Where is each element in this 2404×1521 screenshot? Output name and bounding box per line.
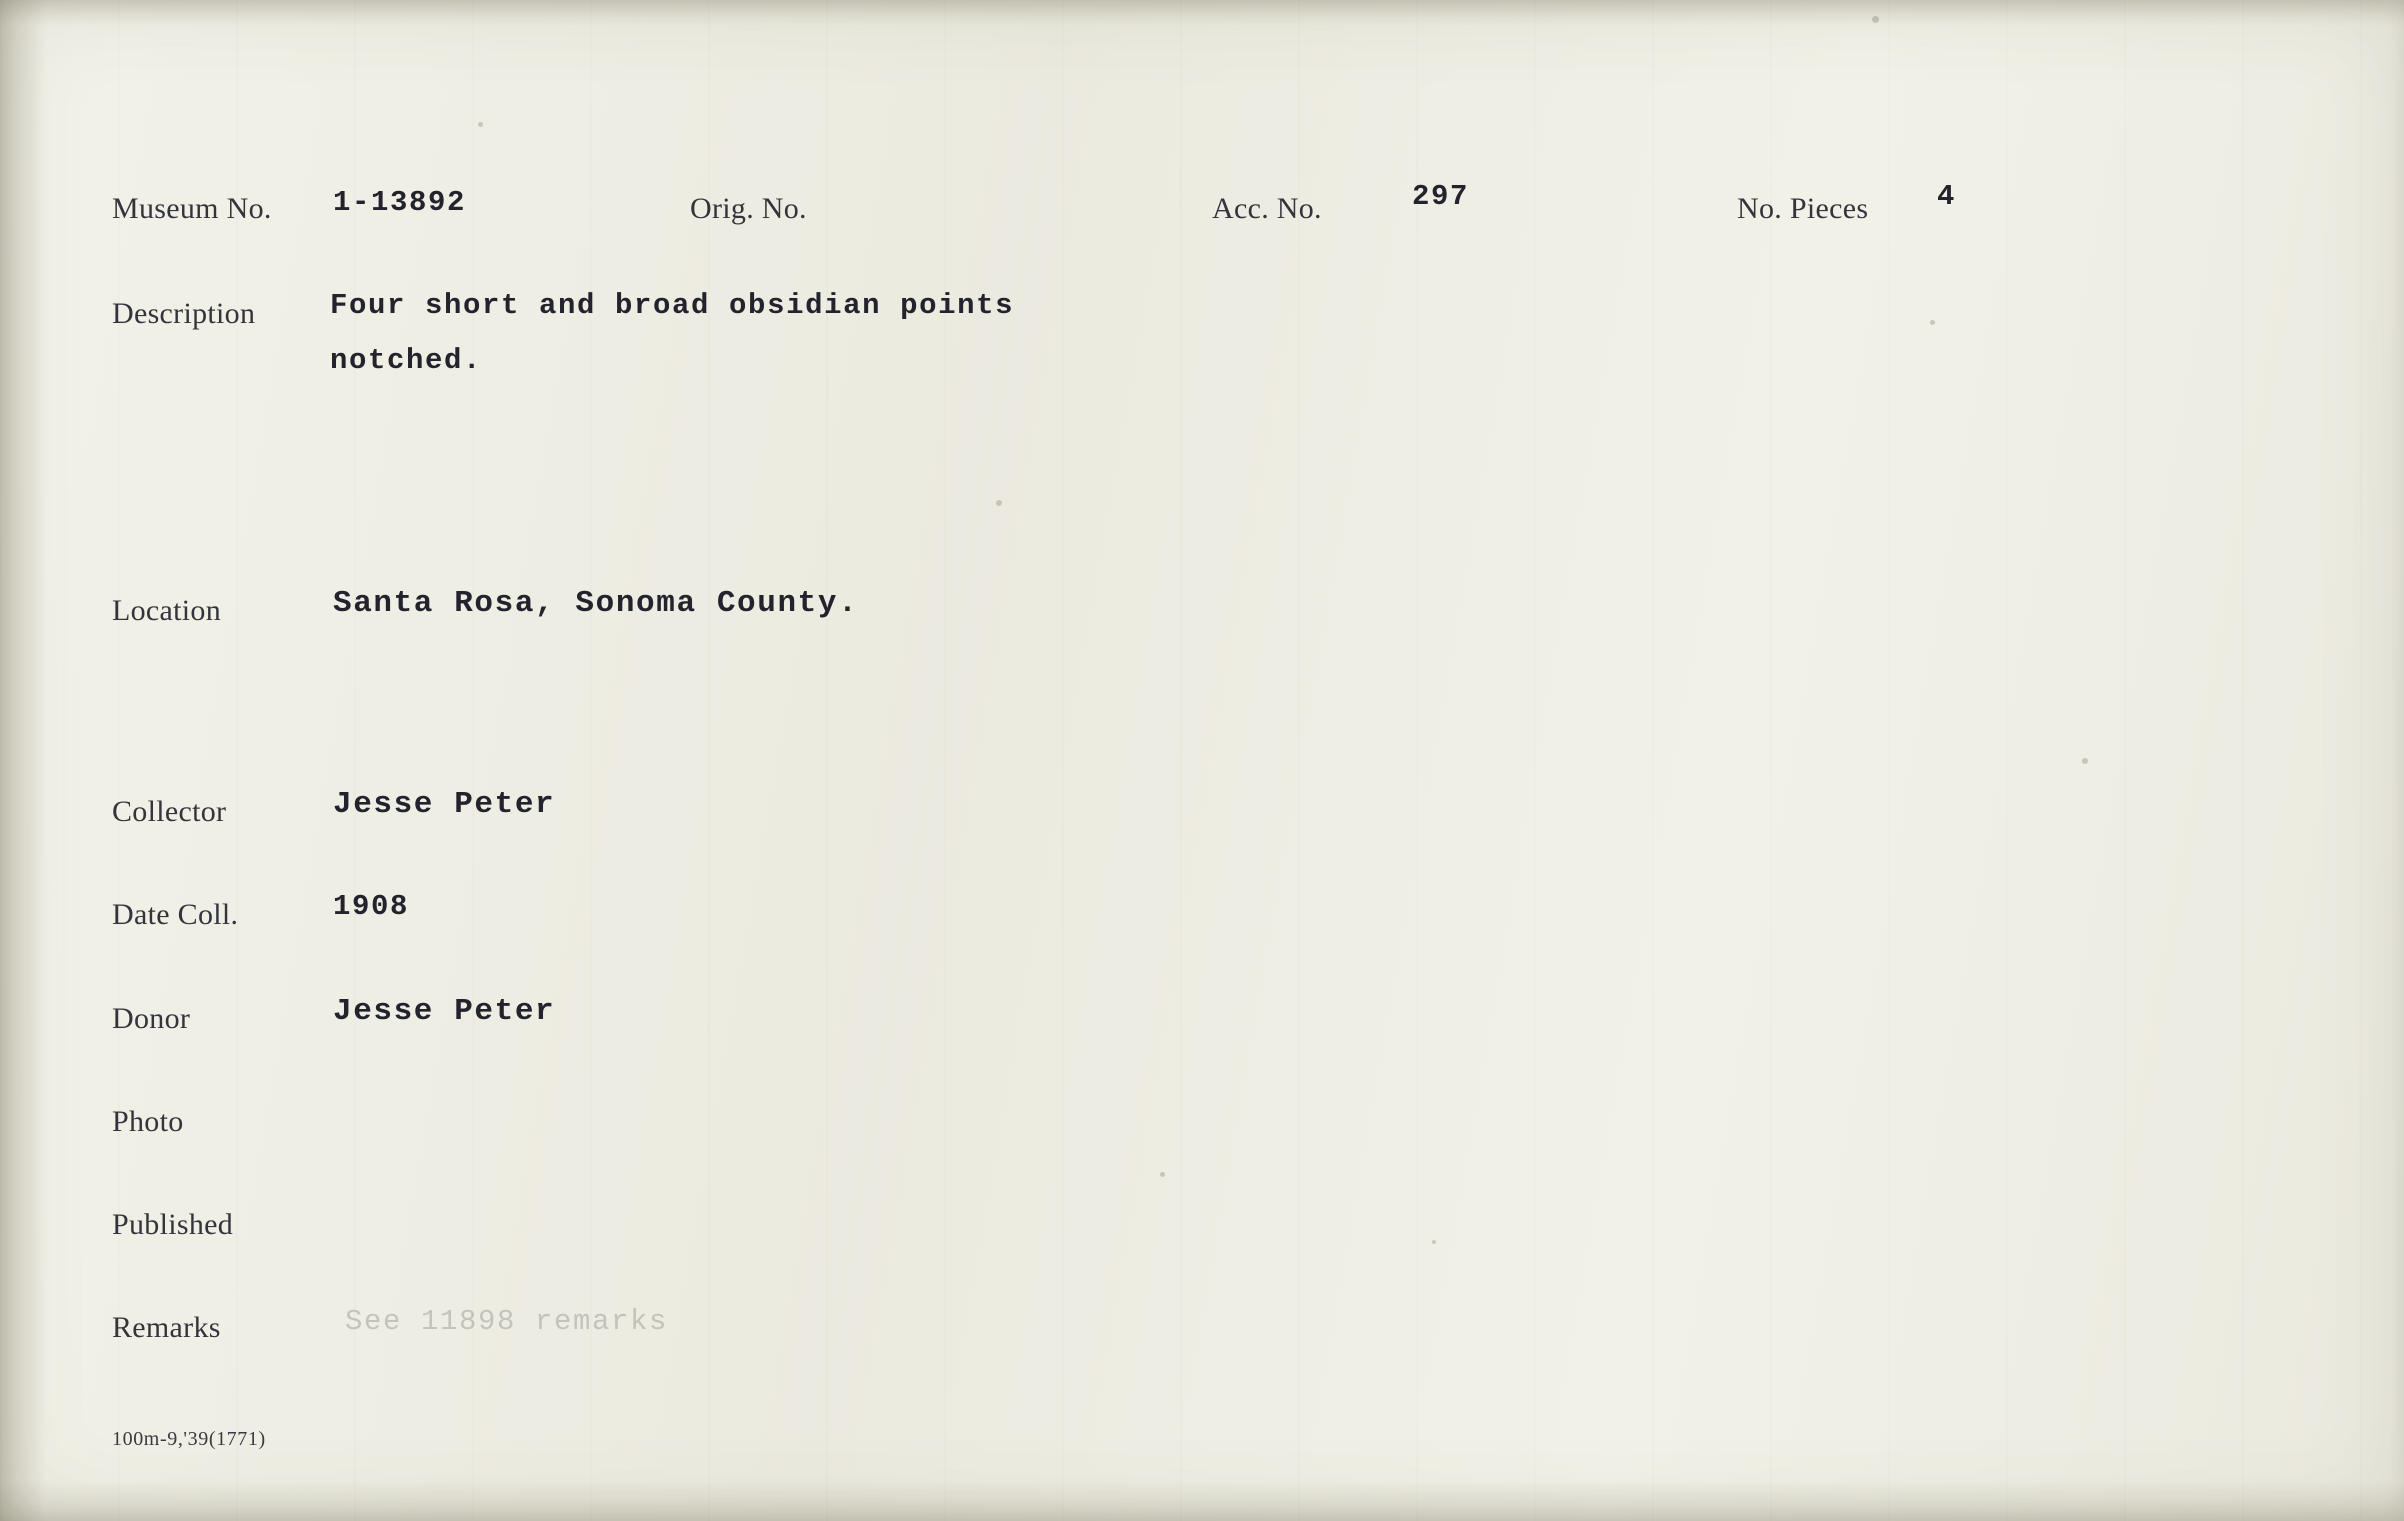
acc-no-value: 297 <box>1412 180 1470 213</box>
card-edge-shadow-top <box>0 0 2404 26</box>
acc-no-label: Acc. No. <box>1212 192 1322 225</box>
collector-value: Jesse Peter <box>333 787 556 822</box>
paper-speck <box>1160 1172 1165 1177</box>
photo-label: Photo <box>112 1105 184 1138</box>
paper-speck <box>1432 1240 1436 1244</box>
description-value-line-1: Four short and broad obsidian points <box>330 289 1015 322</box>
paper-speck <box>1930 320 1935 325</box>
description-label: Description <box>112 297 256 330</box>
remarks-value: See 11898 remarks <box>345 1305 669 1338</box>
no-pieces-label: No. Pieces <box>1737 192 1869 225</box>
card-edge-shadow-left <box>0 0 46 1521</box>
collector-label: Collector <box>112 795 227 828</box>
museum-no-value: 1-13892 <box>333 186 467 219</box>
card-print-code: 100m-9,'39(1771) <box>112 1428 266 1450</box>
paper-speck <box>478 122 483 127</box>
published-label: Published <box>112 1208 234 1241</box>
museum-no-label: Museum No. <box>112 192 272 225</box>
no-pieces-value: 4 <box>1937 180 1957 213</box>
paper-speck <box>1872 16 1879 23</box>
description-value-line-2: notched. <box>330 344 483 377</box>
date-coll-value: 1908 <box>333 890 410 923</box>
location-label: Location <box>112 594 222 627</box>
paper-speck <box>996 500 1002 506</box>
date-coll-label: Date Coll. <box>112 898 239 931</box>
location-value: Santa Rosa, Sonoma County. <box>333 586 859 621</box>
card-edge-shadow-bottom <box>0 1481 2404 1521</box>
donor-label: Donor <box>112 1002 191 1035</box>
remarks-label: Remarks <box>112 1311 221 1344</box>
orig-no-label: Orig. No. <box>690 192 807 225</box>
paper-speck <box>2082 758 2088 764</box>
donor-value: Jesse Peter <box>333 994 556 1029</box>
